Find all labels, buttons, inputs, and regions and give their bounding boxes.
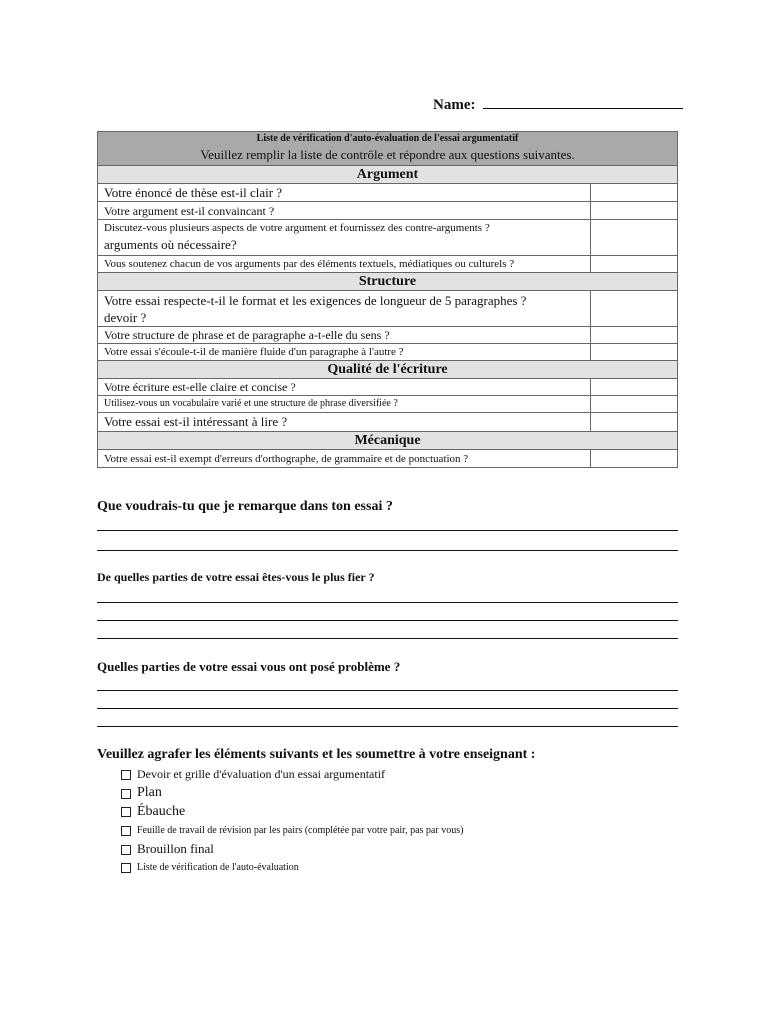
checkbox-icon[interactable] [121, 845, 131, 855]
self-evaluation-checklist [97, 131, 678, 468]
table-row [98, 396, 678, 413]
list-item [121, 784, 463, 802]
question-problems: Quelles parties de votre essai vous ont posé problème ? [97, 659, 401, 674]
table-row [98, 291, 678, 327]
row-question: Utilisez-vous un vocabulaire varié et une structure de phrase diversifiée ? [98, 396, 591, 413]
table-row [98, 202, 678, 220]
table-row [98, 413, 678, 432]
section-argument: Argument [98, 166, 678, 184]
item-label: Liste de vérification de l'auto-évaluation [137, 862, 299, 873]
answer-line[interactable] [97, 530, 678, 531]
row-question: Votre essai est-il exempt d'erreurs d'orthographe, de grammaire et de ponctuation ? [98, 450, 591, 468]
checkbox-icon[interactable] [121, 789, 131, 799]
item-label: Devoir et grille d'évaluation d'un essai argumentatif [137, 767, 386, 781]
answer-line[interactable] [97, 620, 678, 621]
table-row [98, 220, 678, 256]
row-answer-cell[interactable] [590, 379, 677, 396]
table-row [98, 256, 678, 273]
section-mechanics: Mécanique [98, 432, 678, 450]
checklist-header [98, 132, 678, 166]
name-blank-line[interactable] [483, 94, 683, 109]
row-answer-cell[interactable] [590, 396, 677, 413]
question-proud: De quelles parties de votre essai êtes-vous le plus fier ? [97, 570, 375, 584]
answer-line[interactable] [97, 708, 678, 709]
list-item [121, 802, 463, 821]
row-question-line: Votre essai respecte-t-il le format et les exigences de longueur de 5 paragraphes ? [104, 292, 527, 308]
table-row [98, 450, 678, 468]
row-answer-cell[interactable] [590, 220, 677, 256]
row-answer-cell[interactable] [590, 344, 677, 361]
row-question [98, 291, 591, 327]
list-item [121, 858, 463, 877]
row-question-line: arguments où nécessaire? [104, 236, 237, 252]
submit-heading: Veuillez agrafer les éléments suivants et les soumettre à votre enseignant : [97, 747, 536, 762]
list-item [121, 765, 463, 784]
row-question [98, 220, 591, 256]
row-question: Votre essai s'écoule-t-il de manière fluide d'un paragraphe à l'autre ? [98, 344, 591, 361]
row-answer-cell[interactable] [590, 291, 677, 327]
table-row [98, 184, 678, 202]
answer-line[interactable] [97, 690, 678, 691]
row-question-line: Discutez-vous plusieurs aspects de votre argument et fournissez des contre-arguments ? [104, 221, 490, 234]
checklist-subtitle: Veuillez remplir la liste de contrôle et répondre aux questions suivantes. [200, 147, 575, 162]
row-question: Votre essai est-il intéressant à lire ? [98, 413, 591, 432]
answer-line[interactable] [97, 550, 678, 551]
row-question: Vous soutenez chacun de vos arguments par des éléments textuels, médiatiques ou culturels ? [98, 256, 591, 273]
row-question: Votre énoncé de thèse est-il clair ? [98, 184, 591, 202]
row-answer-cell[interactable] [590, 256, 677, 273]
row-answer-cell[interactable] [590, 450, 677, 468]
name-label: Name: [433, 97, 476, 113]
answer-line[interactable] [97, 638, 678, 639]
section-writing-quality: Qualité de l'écriture [98, 361, 678, 379]
row-question: Votre écriture est-elle claire et concise ? [98, 379, 591, 396]
section-structure: Structure [98, 273, 678, 291]
name-field [433, 94, 683, 114]
table-row [98, 327, 678, 344]
row-answer-cell[interactable] [590, 184, 677, 202]
item-label: Ébauche [137, 803, 186, 819]
answer-line[interactable] [97, 726, 678, 727]
row-answer-cell[interactable] [590, 327, 677, 344]
table-row [98, 379, 678, 396]
checkbox-icon[interactable] [121, 863, 131, 873]
checkbox-icon[interactable] [121, 826, 131, 836]
item-label: Feuille de travail de révision par les pairs (complétée par votre pair, pas par vous) [137, 825, 464, 836]
row-answer-cell[interactable] [590, 202, 677, 220]
item-label: Plan [137, 785, 162, 800]
question-notice: Que voudrais-tu que je remarque dans ton essai ? [97, 499, 393, 514]
item-label: Brouillon final [137, 841, 214, 856]
row-question-line: devoir ? [104, 309, 147, 325]
answer-line[interactable] [97, 602, 678, 603]
row-answer-cell[interactable] [590, 413, 677, 432]
list-item [121, 821, 463, 840]
checkbox-icon[interactable] [121, 807, 131, 817]
checklist-title: Liste de vérification d'auto-évaluation de l'essai argumentatif [256, 133, 519, 144]
row-question: Votre argument est-il convaincant ? [98, 202, 591, 220]
checkbox-icon[interactable] [121, 770, 131, 780]
row-question: Votre structure de phrase et de paragraphe a-t-elle du sens ? [98, 327, 591, 344]
table-row [98, 344, 678, 361]
list-item [121, 840, 463, 858]
submit-items-list [121, 765, 463, 877]
